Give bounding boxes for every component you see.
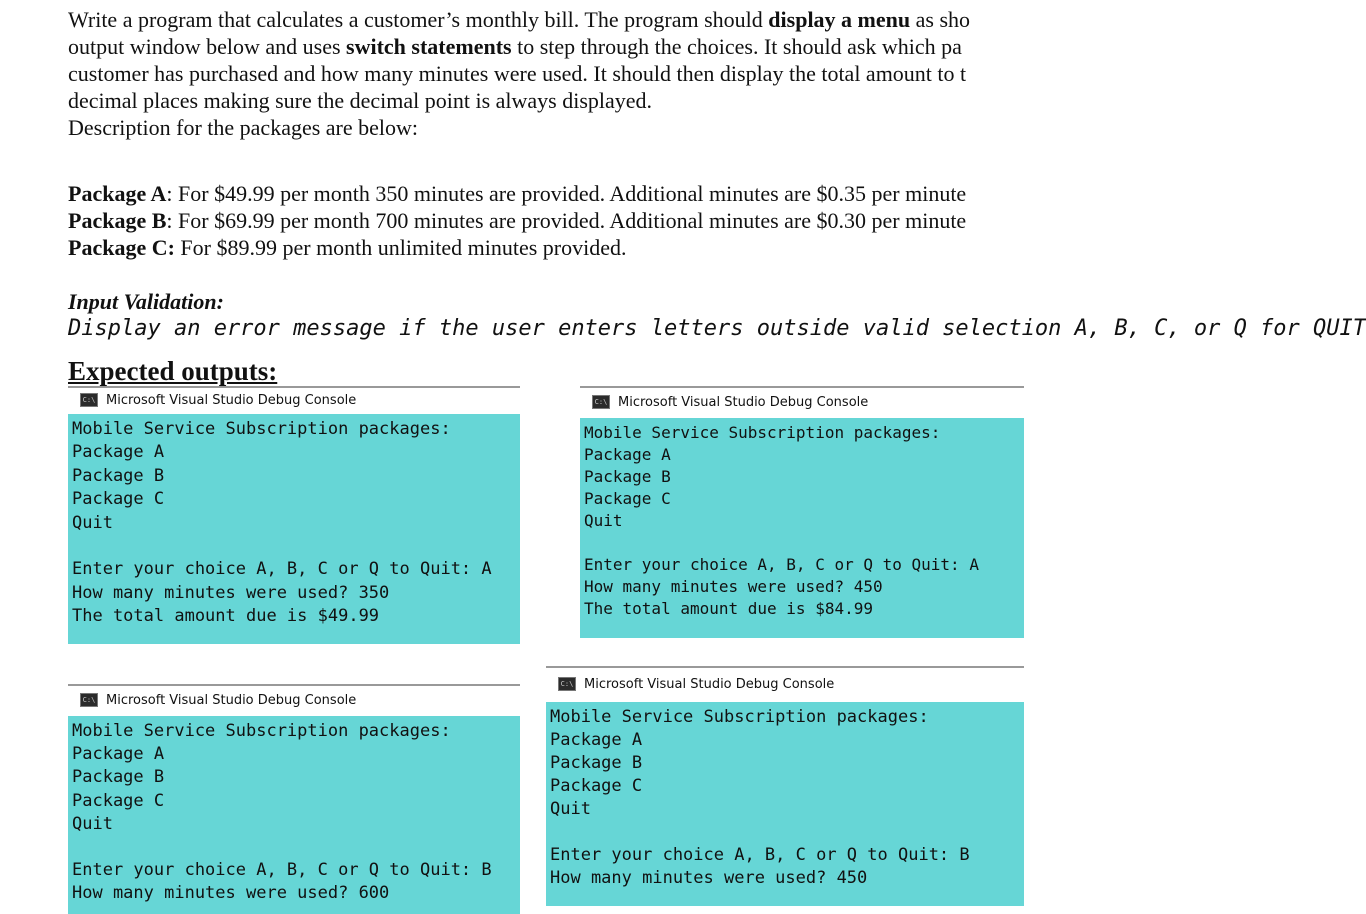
window-border [580,386,1024,388]
console-line: Package A [72,744,165,765]
console-line: Enter your choice A, B, C or Q to Quit: B [550,845,970,865]
window-border [68,386,520,388]
expected-outputs-heading: Expected outputs: [68,356,278,386]
console-window-2 [580,386,1024,638]
console-title: Microsoft Visual Studio Debug Console [618,394,869,410]
console-app-icon: C:\ [80,393,98,407]
package-list [68,180,1068,261]
console-line: Package C [72,489,165,510]
console-title: Microsoft Visual Studio Debug Console [106,692,357,708]
console-titlebar [68,386,520,414]
console-line: Enter your choice A, B, C or Q to Quit: B [72,860,492,881]
intro-line-3: customer has purchased and how many minutes were used. It should then display the total amount to t [68,61,967,86]
console-line: Package A [550,730,643,750]
console-screen [546,702,1024,906]
console-line [550,821,1020,844]
console-line [72,535,516,558]
intro-line-5: Description for the packages are below: [68,115,419,140]
console-app-icon: C:\ [592,395,610,409]
bold-switch: switch statements [346,34,512,59]
package-c: Package C: For $89.99 per month unlimited minutes provided. [68,235,627,260]
console-line: Package B [584,467,671,486]
console-line: Package A [584,445,671,464]
console-line: The total amount due is $49.99 [72,606,380,627]
console-titlebar [546,666,1024,702]
console-titlebar [580,386,1024,418]
input-validation-text: Display an error message if the user enters letters outside valid selection A, B, C, or Q for QUIT [68,316,1366,341]
console-line: Package C [72,790,165,811]
intro-line-2: output window below and uses switch statements to step through the choices. It should ask which pa [68,34,962,59]
console-line: Package B [550,753,643,773]
console-line: Quit [72,813,113,834]
console-line: Package C [584,489,671,508]
console-line: The total amount due is $84.99 [584,599,873,618]
bold-display-menu: display a menu [768,7,911,32]
console-titlebar [68,684,520,716]
console-line: How many minutes were used? 450 [550,868,868,888]
console-line: Quit [584,511,623,530]
console-title: Microsoft Visual Studio Debug Console [584,676,835,692]
console-line: Package C [550,776,643,796]
window-border [68,684,520,686]
console-line: Package B [72,465,165,486]
console-line: Quit [72,512,113,533]
console-line: Package A [72,442,165,463]
intro-line-4: decimal places making sure the decimal point is always displayed. [68,88,653,113]
console-title: Microsoft Visual Studio Debug Console [106,392,357,408]
input-validation-heading: Input Validation: [68,289,224,314]
console-window-3 [68,684,520,904]
console-line: Enter your choice A, B, C or Q to Quit: A [584,555,979,574]
console-screen [68,414,520,644]
assignment-text [68,6,1366,342]
console-line [72,836,516,859]
console-line: Mobile Service Subscription packages: [550,707,929,727]
console-app-icon: C:\ [80,693,98,707]
console-line [584,532,1020,554]
window-border [546,666,1024,668]
console-line: Package B [72,767,165,788]
console-line: Mobile Service Subscription packages: [584,423,941,442]
console-line: Enter your choice A, B, C or Q to Quit: A [72,559,492,580]
console-window-4 [546,666,1024,894]
console-app-icon: C:\ [558,677,576,691]
console-line: Quit [550,799,591,819]
package-b: Package B: For $69.99 per month 700 minutes are provided. Additional minutes are $0.30 per minute [68,208,967,233]
console-line: How many minutes were used? 600 [72,883,390,904]
console-screen [68,716,520,914]
console-line: Mobile Service Subscription packages: [72,419,451,439]
console-line: How many minutes were used? 450 [584,577,883,596]
intro-line-1: Write a program that calculates a customer’s monthly bill. The program should display a menu as sho [68,7,971,32]
console-line: How many minutes were used? 350 [72,582,390,603]
console-line: Mobile Service Subscription packages: [72,721,451,741]
console-window-1 [68,386,520,640]
console-screen [580,418,1024,638]
package-a: Package A: For $49.99 per month 350 minutes are provided. Additional minutes are $0.35 per minute [68,181,967,206]
